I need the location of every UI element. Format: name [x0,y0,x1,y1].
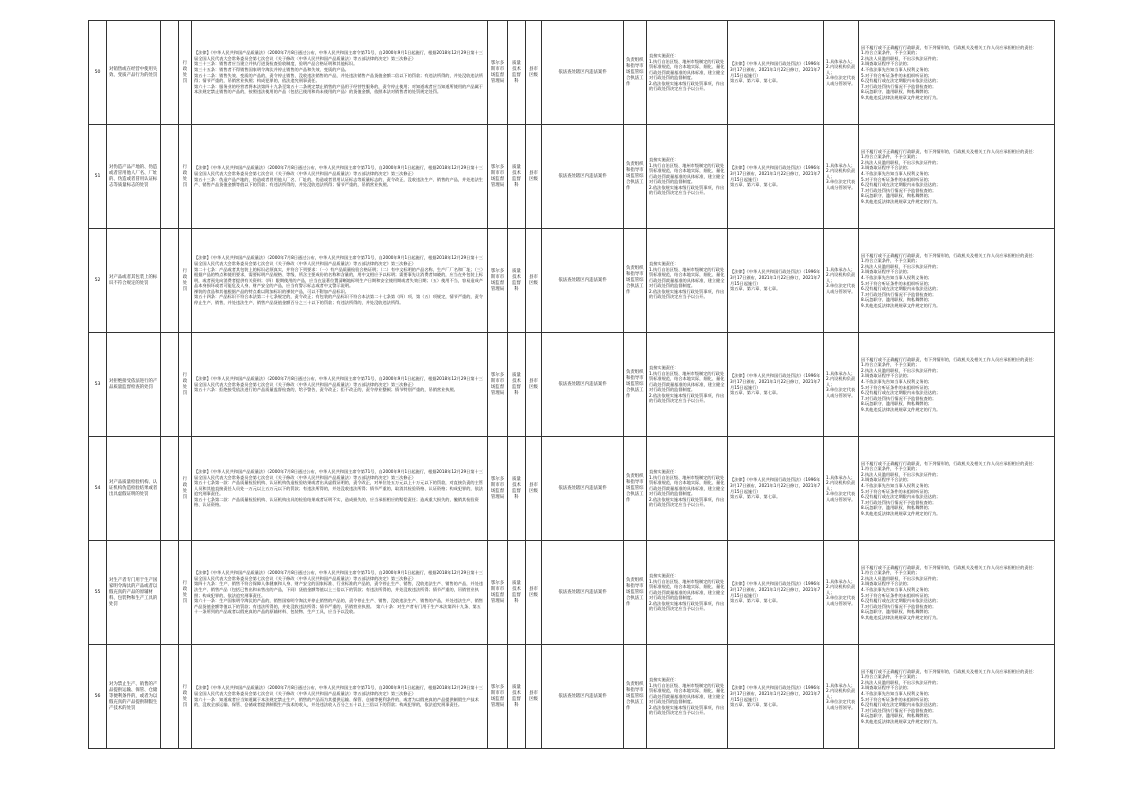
accountability-cell [859,333,1055,437]
responsible-person-line: 1.具体承办人； [826,370,856,376]
responsible-person-line: 3.单位法定代表人或分管领导。 [826,75,856,86]
duty-paragraph: 1.执行自治区级、地州市级制定的行政处罚标准规范，结合本地实际，细化、量化行政处罚裁量基准的具体标准，建立健全对行政处罚的监督制度。 [649,682,725,705]
duty-basis-cell [728,437,824,541]
accountability-line: 2.执法人员滥用职权，不出示执法证件的； [861,679,941,685]
power-type-cell: 行政处罚 [179,21,192,125]
implementation-duty-cell [647,125,728,229]
accountability-line: 3.调查取证程序不合法的； [861,61,912,67]
duty-paragraph: 直接实施责任： [649,156,679,162]
power-type-cell: 行政处罚 [179,541,192,645]
duty-basis-paragraph: 【法律】《中华人民共和国行政处罚法》（1996年3月17日颁布，2021年1月22日修订，2021年7月15日起施行） [730,165,821,182]
implementation-duty-cell [647,333,728,437]
accountability-line: 5.对于符合听证条件的未组织听证的； [861,488,932,494]
item-name-cell: 对生产者专门用于生产国家明令淘汰的产品或者以假充真的产品的原辅材料、包装物和生产工具的处罚 [107,541,161,645]
duty-basis-cell [728,229,824,333]
legal-basis-paragraph: 第四十九条：生产、销售不符合保障人体健康和人身、财产安全的国家标准、行业标准的产品的，责令停止生产、销售，没收违法生产、销售的产品，并处违法生产、销售产品（包括已售出和未售出的产品，下同）货值金额等值以上三倍以下的罚款；有违法所得的，并处没收违法所得；情节严重的，吊销营业执照；构成犯罪的，依法追究刑事责任。 [194,581,483,598]
duty-paragraph: 1.执行自治区级、地州市级制定的行政处罚标准规范，结合本地实际，细化、量化行政处罚裁量基准的具体标准，建立健全对行政处罚的监督制度。 [649,162,725,185]
exercise-level-cell: 县市区级 [526,229,542,333]
power-type-cell: 行政处罚 [179,437,192,541]
accountability-line: 6.没有履行或在法定期限内未依法送达的； [861,702,941,708]
duty-paragraph: 2.依法依规实施本级行政处罚事项，作出的行政处罚决定应当予以公开。 [649,392,725,404]
accountability-line: 1.符合立案条件，不予立案的； [861,674,920,680]
accountability-line: 6.没有履行或在法定期限内未依法送达的； [861,494,941,500]
duty-paragraph: 2.依法依规实施本级行政处罚事项，作出的行政处罚决定应当予以公开。 [649,288,725,300]
responsible-person-line: 3.单位法定代表人或分管领导。 [826,179,856,190]
duty-basis-cell [728,333,824,437]
blank-cell [161,229,179,333]
level-basis-cell: 依法查处辖区内违法案件 [542,541,624,645]
responsible-person-line: 1.具体承办人； [826,578,856,584]
row-number-cell: 50 [89,21,107,125]
accountability-line: 5.对于符合听证条件的未组织听证的； [861,176,932,182]
accountability-line: 7.对行政处罚执行情况不予监督检查的； [861,499,937,505]
duty-paragraph: 2.依法依规实施本级行政处罚事项，作出的行政处罚决定应当予以公开。 [649,496,725,508]
legal-basis-paragraph: 【法律】《中华人民共和国产品质量法》（2000年7月8日通过公布，中华人民共和国主席令第71号，自2000年9月1日起施行，根据2018年12月29日第十三届全国人民代表大会常务委员会第七次会议《关于修改〈中华人民共和国产品质量法〉等五部法律的决定》第三次修正） [194,50,483,61]
accountability-line: 9.其他违反法律法规规章文件规定的行为。 [861,302,941,308]
power-type-cell: 行政处罚 [179,645,192,749]
accountability-line: 2.执法人员滥用职权，不出示执法证件的； [861,55,941,61]
responsible-person-line: 2.内设机构负责人； [826,272,856,283]
duty-basis-paragraph: 【法律】《中华人民共和国行政处罚法》（1996年3月17日颁布，2021年1月22日修订，2021年7月15日起施行） [730,477,821,494]
legal-basis-paragraph: 第三十五条：销售者不得销售国家明令淘汰并停止销售的产品和失效、变质的产品。 [194,66,349,72]
exercise-level-cell: 县市区级 [526,541,542,645]
legal-basis-paragraph: 第二十七条：产品或者其包装上的标识必须真实，并符合下列要求：（一）有产品质量检验合格证明；（二）有中文标明的产品名称、生产厂厂名和厂址；（三）根据产品的特点和使用要求，需要标明产品规格、等级、所含主要成份的名称和含量的，用中文相应予以标明；需要事先让消费者知晓的，应当在外包装上标明，或者预先向消费者提供有关资料；（四）限期使用的产品，应当在显著位置清晰地标明生产日期和安全使用期或者失效日期；（五）使用不当，容易造成产品本身损坏或者可能危及人身、财产安全的产品，应当有警示标志或者中文警示说明。 [194,266,483,289]
accountability-line: 7.对行政处罚执行情况不予监督检查的； [861,603,937,609]
accountability-line: 2.执法人员滥用职权，不出示执法证件的； [861,575,941,581]
legal-basis-paragraph: 第五十七条第一款：产品质量检验机构、认证机构伪造检验结果或者出具虚假证明的，责令改正，对单位处五万元以上十万元以下的罚款，对直接负责的主管人员和其他直接责任人员处一万元以上五万元以下的罚款；有违法所得的，并处没收违法所得；情节严重的，取消其检验资格、认证资格；构成犯罪的，依法追究刑事责任。 [194,480,483,497]
duty-basis-cell [728,645,824,749]
accountability-line: 3.调查取证程序不合法的； [861,165,912,171]
blank-cell [161,333,179,437]
power-list-table [88,20,1055,749]
accountability-line: 1.符合立案条件，不予立案的； [861,154,920,160]
responsible-person-line: 1.具体承办人； [826,474,856,480]
legal-basis-paragraph: 第五十四条：产品标识不符合本法第二十七条规定的，责令改正；有包装的产品标识不符合本法第二十七条第（四）项、第（五）项规定，情节严重的，责令停止生产、销售，并处违法生产、销售产品货值金额百分之三十以下的罚款；有违法所得的，并处没收违法所得。 [194,294,483,306]
implementing-dept-cell: 鄂尔多斯市市场监督管理局 [488,229,508,333]
accountability-line: 4.不依法事先告知当事人权利义务的； [861,586,932,592]
accountability-cell [859,437,1055,541]
accountability-line: 因不履行或不正确履行行政职责，有下列情形的，行政机关及相关工作人员应承担相应的责任： [861,148,1037,154]
accountability-line: 5.对于符合听证条件的未组织听证的； [861,696,932,702]
power-type-cell: 行政处罚 [179,333,192,437]
legal-basis-cell [192,21,488,125]
exercise-level-cell: 县市区级 [526,333,542,437]
table-row [89,541,1055,645]
duty-paragraph: 2.依法依规实施本级行政处罚事项，作出的行政处罚决定应当予以公开。 [649,600,725,612]
responsible-person-line: 2.内设机构负责人； [826,688,856,699]
responsible-person-line: 1.具体承办人； [826,682,856,688]
accountability-line: 9.其他违反法律法规规章文件规定的行为。 [861,614,941,620]
accountability-line: 6.没有履行或在法定期限内未依法送达的； [861,182,941,188]
accountability-line: 1.符合立案条件，不予立案的； [861,258,920,264]
implementing-dept-cell: 鄂尔多斯市市场监督管理局 [488,645,508,749]
legal-basis-paragraph: 第五十七条第二款：产品质量检验机构、认证机构出具的检验结果或者证明不实，造成损失的，应当承担相应的赔偿责任；造成重大损失的，撤销其检验资格、认证资格。 [194,496,479,508]
legal-basis-cell [192,229,488,333]
responsibility-cell: 负责组织和指导市场监管综合执法工作 [624,333,647,437]
legal-basis-cell [192,437,488,541]
internal-agency-cell: 质量技术监督科 [508,21,526,125]
duty-basis-paragraph: 【法律】《中华人民共和国行政处罚法》（1996年3月17日颁布，2021年1月22日修订，2021年7月15日起施行） [730,61,821,78]
implementation-duty-cell [647,21,728,125]
responsible-persons-cell [824,21,859,125]
accountability-line: 9.其他违反法律法规规章文件规定的行为。 [861,406,941,412]
accountability-line: 2.执法人员滥用职权，不出示执法证件的； [861,263,941,269]
accountability-cell [859,125,1055,229]
duty-paragraph: 1.执行自治区级、地州市级制定的行政处罚标准规范，结合本地实际，细化、量化行政处罚裁量基准的具体标准，建立健全对行政处罚的监督制度。 [649,370,725,393]
blank-cell [161,437,179,541]
responsible-person-line: 3.单位法定代表人或分管领导。 [826,491,856,502]
accountability-line: 因不履行或不正确履行行政职责，有下列情形的，行政机关及相关工作人员应承担相应的责任： [861,44,1037,50]
item-name-cell: 对产品或者其包装上的标识不符合规定的处罚 [107,229,161,333]
accountability-line: 5.对于符合听证条件的未组织听证的； [861,384,932,390]
exercise-level-cell: 县市区级 [526,645,542,749]
accountability-line: 1.符合立案条件，不予立案的； [861,466,920,472]
responsible-person-line: 1.具体承办人； [826,266,856,272]
legal-basis-paragraph: 第六十一条：知道或者应当知道属于本法规定禁止生产、销售的产品而为其提供运输、保管、仓储等便利条件的，或者为以假充真的产品提供制假生产技术的，没收全部运输、保管、仓储或者提供制假生产技术的收入，并处违法收入百分之五十以上三倍以下的罚款；构成犯罪的，依法追究刑事责任。 [194,696,479,708]
accountability-line: 3.调查取证程序不合法的； [861,269,912,275]
implementation-duty-cell [647,229,728,333]
responsible-persons-cell [824,125,859,229]
legal-basis-cell [192,541,488,645]
level-basis-cell: 依法查处辖区内违法案件 [542,125,624,229]
accountability-line: 4.不依法事先告知当事人权利义务的； [861,66,932,72]
legal-basis-paragraph: 【法律】《中华人民共和国产品质量法》（2000年7月8日通过公布，中华人民共和国主席令第71号，自2000年9月1日起施行，根据2018年12月29日第十三届全国人民代表大会常务委员会第七次会议《关于修改〈中华人民共和国产品质量法〉等五部法律的决定》第三次修正） [194,165,483,176]
row-number-cell: 55 [89,541,107,645]
accountability-line: 2.执法人员滥用职权，不出示执法证件的； [861,471,941,477]
accountability-line: 7.对行政处罚执行情况不予监督检查的； [861,707,937,713]
duty-paragraph: 2.依法依规实施本级行政处罚事项，作出的行政处罚决定应当予以公开。 [649,704,725,716]
accountability-line: 4.不依法事先告知当事人权利义务的； [861,690,932,696]
duty-basis-paragraph: 第五章、第六章、第七章。 [730,182,781,188]
level-basis-cell: 依法查处辖区内违法案件 [542,333,624,437]
item-name-cell: 对产品质量检验机构、认证机构伪造检验结果或者出具虚假证明的处罚 [107,437,161,541]
implementation-duty-cell [647,437,728,541]
duty-paragraph: 1.执行自治区级、地州市级制定的行政处罚标准规范，结合本地实际，细化、量化行政处罚裁量基准的具体标准，建立健全对行政处罚的监督制度。 [649,266,725,289]
accountability-line: 7.对行政处罚执行情况不予监督检查的； [861,187,937,193]
legal-basis-cell [192,333,488,437]
legal-basis-paragraph: 裸装的食品和其他根据产品的特点难以附加标识的裸装产品，可以不附加产品标识。 [194,288,349,294]
table-row [89,645,1055,749]
exercise-level-cell: 县市区级 [526,21,542,125]
legal-basis-paragraph: 【法律】《中华人民共和国产品质量法》（2000年7月8日通过公布，中华人民共和国主席令第71号，自2000年9月1日起施行，根据2018年12月29日第十三届全国人民代表大会常务委员会第七次会议《关于修改〈中华人民共和国产品质量法〉等五部法律的决定》第三次修正） [194,468,483,480]
accountability-line: 3.调查取证程序不合法的； [861,685,912,691]
accountability-line: 4.不依法事先告知当事人权利义务的； [861,378,932,384]
duty-paragraph: 直接实施责任： [649,52,679,58]
accountability-line: 5.对于符合听证条件的未组织听证的； [861,72,932,78]
responsible-persons-cell [824,437,859,541]
accountability-line: 9.其他违反法律法规规章文件规定的行为。 [861,718,941,724]
responsibility-cell: 负责组织和指导市场监管综合执法工作 [624,541,647,645]
level-basis-cell: 依法查处辖区内违法案件 [542,21,624,125]
row-number-cell: 53 [89,333,107,437]
legal-basis-paragraph: 【法律】《中华人民共和国产品质量法》（2000年7月8日通过公布，中华人民共和国主席令第71号，自2000年9月1日起施行，根据2018年12月29日第十三届全国人民代表大会常务委员会第七次会议《关于修改〈中华人民共和国产品质量法〉等五部法律的决定》第三次修正） [194,685,483,696]
internal-agency-cell: 质量技术监督科 [508,333,526,437]
duty-paragraph: 2.依法依规实施本级行政处罚事项，作出的行政处罚决定应当予以公开。 [649,80,725,92]
internal-agency-cell: 质量技术监督科 [508,229,526,333]
accountability-line: 因不履行或不正确履行行政职责，有下列情形的，行政机关及相关工作人员应承担相应的责任： [861,668,1037,674]
duty-paragraph: 直接实施责任： [649,572,679,578]
accountability-cell [859,645,1055,749]
duty-paragraph: 1.执行自治区级、地州市级制定的行政处罚标准规范，结合本地实际，细化、量化行政处罚裁量基准的具体标准，建立健全对行政处罚的监督制度。 [649,578,725,601]
blank-cell [161,125,179,229]
accountability-line: 3.调查取证程序不合法的； [861,477,912,483]
responsible-person-line: 2.内设机构负责人； [826,376,856,387]
duty-basis-cell [728,21,824,125]
responsible-person-line: 3.单位法定代表人或分管领导。 [826,595,856,606]
accountability-line: 8.玩忽职守、滥用职权、徇私舞弊的； [861,505,932,511]
duty-basis-paragraph: 【法律】《中华人民共和国行政处罚法》（1996年3月17日颁布，2021年1月22日修订，2021年7月15日起施行） [730,685,821,702]
accountability-line: 6.没有履行或在法定期限内未依法送达的； [861,286,941,292]
internal-agency-cell: 质量技术监督科 [508,125,526,229]
duty-basis-paragraph: 第五章、第六章、第七章。 [730,702,781,708]
accountability-line: 8.玩忽职守、滥用职权、徇私舞弊的； [861,401,932,407]
accountability-line: 1.符合立案条件，不予立案的； [861,570,920,576]
accountability-line: 3.调查取证程序不合法的； [861,581,912,587]
duty-basis-paragraph: 【法律】《中华人民共和国行政处罚法》（1996年3月17日颁布，2021年1月22日修订，2021年7月15日起施行） [730,581,821,598]
item-name-cell: 对拒绝接受依法进行的产品质量监督检查的处罚 [107,333,161,437]
duty-paragraph: 2.依法依规实施本级行政处罚事项，作出的行政处罚决定应当予以公开。 [649,184,725,196]
responsible-person-line: 3.单位法定代表人或分管领导。 [826,699,856,710]
level-basis-cell: 依法查处辖区内违法案件 [542,229,624,333]
item-name-cell: 对销售或在经营中使用失效、变质产品行为的处罚 [107,21,161,125]
accountability-line: 7.对行政处罚执行情况不予监督检查的； [861,291,937,297]
implementing-dept-cell: 鄂尔多斯市市场监督管理局 [488,333,508,437]
accountability-line: 8.玩忽职守、滥用职权、徇私舞弊的； [861,89,932,95]
accountability-line: 4.不依法事先告知当事人权利义务的； [861,274,932,280]
implementation-duty-cell [647,541,728,645]
table-row [89,229,1055,333]
duty-basis-paragraph: 第五章、第六章、第七章。 [730,286,781,292]
responsible-person-line: 2.内设机构负责人； [826,480,856,491]
responsible-person-line: 2.内设机构负责人； [826,64,856,75]
accountability-cell [859,541,1055,645]
accountability-line: 9.其他违反法律法规规章文件规定的行为。 [861,198,941,204]
responsibility-cell: 负责组织和指导市场监管综合执法工作 [624,21,647,125]
accountability-line: 9.其他违反法律法规规章文件规定的行为。 [861,94,941,100]
duty-paragraph: 直接实施责任： [649,468,679,474]
table-row [89,437,1055,541]
legal-basis-paragraph: 第六十一条：生产国家明令淘汰的产品的，销售国家明令淘汰并停止销售的产品的，责令停止生产、销售，没收违法生产、销售的产品，并处违法生产、销售产品货值金额等值以下的罚款；有违法所得的，并处没收违法所得；情节严重的，吊销营业执照。 第六十条：对生产者专门用于生产本法第四十九条、第五十一条所列的产品或者以假充真的产品的原辅材料、包装物、生产工具，应当予以没收。 [194,598,483,615]
table-row [89,125,1055,229]
accountability-line: 8.玩忽职守、滥用职权、徇私舞弊的； [861,297,932,303]
accountability-line: 2.执法人员滥用职权，不出示执法证件的； [861,367,941,373]
power-type-cell: 行政处罚 [179,229,192,333]
accountability-line: 9.其他违反法律法规规章文件规定的行为。 [861,510,941,516]
legal-basis-cell [192,645,488,749]
item-name-cell: 对为禁止生产、销售的产品提供运输、保管、仓储等便利条件的，或者为以假充真的产品提供制假生产技术的处罚 [107,645,161,749]
level-basis-cell: 依法查处辖区内违法案件 [542,645,624,749]
legal-basis-paragraph: 【法律】《中华人民共和国产品质量法》（2000年7月8日通过公布，中华人民共和国主席令第71号，自2000年9月1日起施行，根据2018年12月29日第十三届全国人民代表大会常务委员会第七次会议《关于修改〈中华人民共和国产品质量法〉等五部法律的决定》第三次修正） [194,255,483,266]
implementation-duty-cell [647,645,728,749]
responsible-person-line: 3.单位法定代表人或分管领导。 [826,283,856,294]
implementing-dept-cell: 鄂尔多斯市市场监督管理局 [488,21,508,125]
legal-basis-paragraph: 第三十三条：销售者应当建立并执行进货检查验收制度，验明产品合格证明和其他标识。 [194,61,358,67]
accountability-line: 8.玩忽职守、滥用职权、徇私舞弊的； [861,713,932,719]
accountability-line: 1.符合立案条件，不予立案的； [861,362,920,368]
responsible-persons-cell [824,333,859,437]
duty-basis-paragraph: 第五章、第六章、第七章。 [730,390,781,396]
implementing-dept-cell: 鄂尔多斯市市场监督管理局 [488,125,508,229]
legal-basis-paragraph: 第六十二条：服务业的经营者将本法第四十九条至第五十二条规定禁止销售的产品用于经营性服务的，责令停止使用；对知道或者应当知道所使用的产品属于本法规定禁止销售的产品的，按照违法使用的产品（包括已使用和尚未使用的产品）的货值金额，依照本法对销售者的处罚规定处罚。 [194,83,483,95]
power-type-cell: 行政处罚 [179,125,192,229]
blank-cell [161,21,179,125]
accountability-line: 1.符合立案条件，不予立案的； [861,50,920,56]
responsible-person-line: 2.内设机构负责人； [826,168,856,179]
legal-basis-paragraph: 第五十二条：销售失效、变质的产品的，责令停止销售，没收违法销售的产品，并处违法销售产品货值金额二倍以下的罚款；有违法所得的，并处没收违法所得；情节严重的，吊销营业执照；构成犯罪的，依法追究刑事责任。 [194,72,483,84]
accountability-line: 7.对行政处罚执行情况不予监督检查的； [861,395,937,401]
responsible-persons-cell [824,645,859,749]
internal-agency-cell: 质量技术监督科 [508,437,526,541]
legal-basis-paragraph: 第五十六条：拒绝接受依法进行的产品质量监督检查的，给予警告，责令改正；拒不改正的，责令停业整顿；情节特别严重的，吊销营业执照。 [194,387,458,393]
item-name-cell: 对伪造产品产地的、伪造或者冒用他人厂名、厂址的、伪造或者冒用认证标志等质量标志的处罚 [107,125,161,229]
responsible-person-line: 3.单位法定代表人或分管领导。 [826,387,856,398]
accountability-line: 6.没有履行或在法定期限内未依法送达的； [861,390,941,396]
accountability-line: 4.不依法事先告知当事人权利义务的； [861,170,932,176]
accountability-line: 8.玩忽职守、滥用职权、徇私舞弊的； [861,193,932,199]
row-number-cell: 52 [89,229,107,333]
legal-basis-paragraph: 第五十三条：伪造产品产地的，伪造或者冒用他人厂名、厂址的，伪造或者冒用认证标志等质量标志的，责令改正，没收违法生产、销售的产品，并处违法生产、销售产品货值金额等值以下的罚款；有违法所得的，并处没收违法所得；情节严重的，吊销营业执照。 [194,176,483,188]
legal-basis-cell [192,125,488,229]
row-number-cell: 54 [89,437,107,541]
row-number-cell: 51 [89,125,107,229]
legal-basis-paragraph: 【法律】《中华人民共和国产品质量法》（2000年7月8日通过公布，中华人民共和国主席令第71号，自2000年9月1日起施行，根据2018年12月29日第十三届全国人民代表大会常务委员会第七次会议《关于修改〈中华人民共和国产品质量法〉等五部法律的决定》第三次修正） [194,376,483,387]
responsible-person-line: 1.具体承办人； [826,58,856,64]
accountability-line: 2.执法人员滥用职权，不出示执法证件的； [861,159,941,165]
duty-basis-cell [728,125,824,229]
power-list-sheet [88,20,1054,749]
duty-paragraph: 直接实施责任： [649,676,679,682]
accountability-line: 6.没有履行或在法定期限内未依法送达的； [861,598,941,604]
table-row [89,333,1055,437]
responsible-person-line: 1.具体承办人； [826,162,856,168]
accountability-line: 4.不依法事先告知当事人权利义务的； [861,482,932,488]
legal-basis-paragraph: 【法律】《中华人民共和国产品质量法》（2000年7月8日通过公布，中华人民共和国主席令第71号，自2000年9月1日起施行，根据2018年12月29日第十三届全国人民代表大会常务委员会第七次会议《关于修改〈中华人民共和国产品质量法〉等五部法律的决定》第三次修正） [194,570,483,581]
accountability-cell [859,21,1055,125]
accountability-line: 因不履行或不正确履行行政职责，有下列情形的，行政机关及相关工作人员应承担相应的责任： [861,356,1037,362]
implementing-dept-cell: 鄂尔多斯市市场监督管理局 [488,541,508,645]
accountability-line: 3.调查取证程序不合法的； [861,373,912,379]
duty-paragraph: 1.执行自治区级、地州市级制定的行政处罚标准规范，结合本地实际，细化、量化行政处罚裁量基准的具体标准，建立健全对行政处罚的监督制度。 [649,474,725,497]
responsibility-cell: 负责组织和指导市场监管综合执法工作 [624,437,647,541]
accountability-line: 7.对行政处罚执行情况不予监督检查的； [861,83,937,89]
duty-basis-paragraph: 第五章、第六章、第七章。 [730,78,781,84]
accountability-line: 5.对于符合听证条件的未组织听证的； [861,592,932,598]
accountability-line: 6.没有履行或在法定期限内未依法送达的； [861,78,941,84]
duty-basis-paragraph: 【法律】《中华人民共和国行政处罚法》（1996年3月17日颁布，2021年1月22日修订，2021年7月15日起施行） [730,269,821,286]
accountability-cell [859,229,1055,333]
blank-cell [161,645,179,749]
level-basis-cell: 依法查处辖区内违法案件 [542,437,624,541]
responsible-persons-cell [824,541,859,645]
exercise-level-cell: 县市区级 [526,437,542,541]
responsible-person-line: 2.内设机构负责人； [826,584,856,595]
implementing-dept-cell: 鄂尔多斯市市场监督管理局 [488,437,508,541]
duty-paragraph: 直接实施责任： [649,364,679,370]
exercise-level-cell: 县市区级 [526,125,542,229]
responsible-persons-cell [824,229,859,333]
blank-cell [161,541,179,645]
duty-basis-paragraph: 第五章、第六章、第七章。 [730,494,781,500]
responsibility-cell: 负责组织和指导市场监管综合执法工作 [624,645,647,749]
internal-agency-cell: 质量技术监督科 [508,645,526,749]
internal-agency-cell: 质量技术监督科 [508,541,526,645]
duty-basis-paragraph: 第五章、第六章、第七章。 [730,598,781,604]
accountability-line: 因不履行或不正确履行行政职责，有下列情形的，行政机关及相关工作人员应承担相应的责任： [861,564,1037,570]
accountability-line: 因不履行或不正确履行行政职责，有下列情形的，行政机关及相关工作人员应承担相应的责任： [861,252,1037,258]
row-number-cell: 56 [89,645,107,749]
duty-basis-paragraph: 【法律】《中华人民共和国行政处罚法》（1996年3月17日颁布，2021年1月22日修订，2021年7月15日起施行） [730,373,821,390]
duty-paragraph: 直接实施责任： [649,260,679,266]
accountability-line: 因不履行或不正确履行行政职责，有下列情形的，行政机关及相关工作人员应承担相应的责任： [861,460,1037,466]
responsibility-cell: 负责组织和指导市场监管综合执法工作 [624,125,647,229]
responsibility-cell: 负责组织和指导市场监管综合执法工作 [624,229,647,333]
accountability-line: 5.对于符合听证条件的未组织听证的； [861,280,932,286]
accountability-line: 8.玩忽职守、滥用职权、徇私舞弊的； [861,609,932,615]
table-row [89,21,1055,125]
duty-paragraph: 1.执行自治区级、地州市级制定的行政处罚标准规范，结合本地实际，细化、量化行政处罚裁量基准的具体标准，建立健全对行政处罚的监督制度。 [649,58,725,81]
duty-basis-cell [728,541,824,645]
